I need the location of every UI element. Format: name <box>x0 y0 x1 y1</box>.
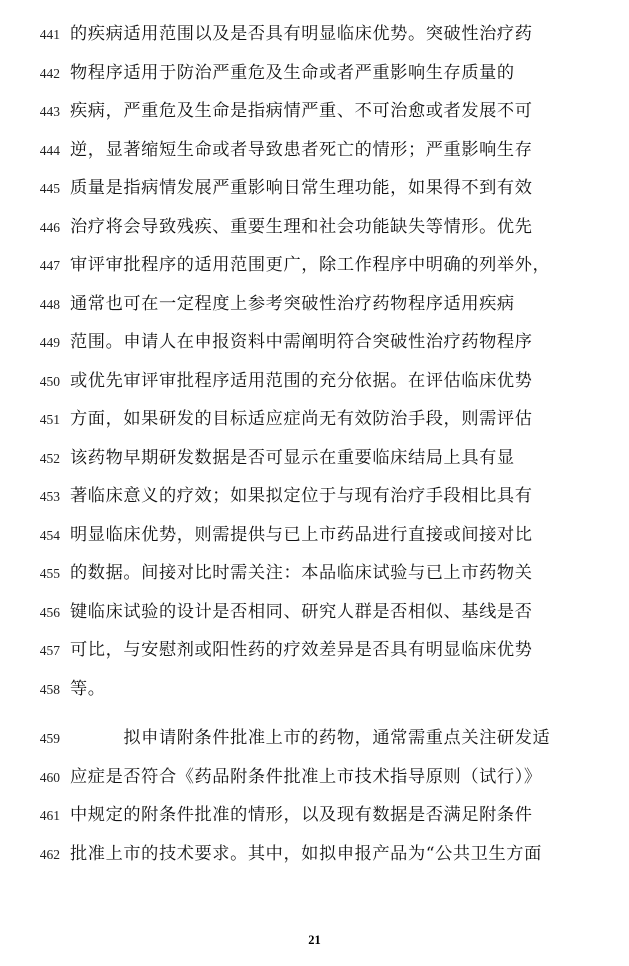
line-number: 454 <box>39 527 60 543</box>
document-text-body <box>26 18 595 871</box>
text-line <box>26 596 595 629</box>
line-number: 462 <box>39 846 60 862</box>
line-content: 该药物早期研发数据是否可显示在重要临床结局上具有显 <box>70 447 515 468</box>
text-line <box>26 480 595 513</box>
line-number: 452 <box>39 450 60 466</box>
line-content: 的数据。间接对比时需关注：本品临床试验与已上市药物关 <box>70 563 533 583</box>
text-line <box>26 838 595 871</box>
line-content: 批准上市的技术要求。其中，如拟申报产品为“公共卫生方面 <box>70 843 542 864</box>
line-number: 457 <box>39 643 60 658</box>
paragraph-spacer <box>26 711 595 722</box>
line-number: 459 <box>39 731 60 746</box>
line-content: 质量是指病情发展严重影响日常生理功能，如果得不到有效 <box>70 178 533 198</box>
line-number: 460 <box>39 769 60 785</box>
line-content: 治疗将会导致残疾、重要生理和社会功能缺失等情形。优先 <box>70 216 533 237</box>
line-number: 461 <box>39 808 60 823</box>
line-number: 445 <box>39 181 60 196</box>
line-content: 等。 <box>70 678 106 699</box>
line-number: 443 <box>39 104 60 119</box>
line-number: 447 <box>39 258 60 273</box>
line-content: 中规定的附条件批准的情形，以及现有数据是否满足附条件 <box>70 805 533 825</box>
line-content: 逆，显著缩短生命或者导致患者死亡的情形；严重影响生存 <box>70 139 533 160</box>
line-number: 451 <box>39 412 60 427</box>
line-content: 方面，如果研发的目标适应症尚无有效防治手段，则需评估 <box>70 409 533 429</box>
line-content: 应症是否符合《药品附条件批准上市技术指导原则（试行）》 <box>70 766 542 787</box>
text-line <box>26 134 595 167</box>
line-number: 448 <box>39 296 60 312</box>
text-line <box>26 95 595 128</box>
line-content: 的疾病适用范围以及是否具有明显临床优势。突破性治疗药 <box>70 24 533 44</box>
text-line <box>26 673 595 706</box>
line-content: 或优先审评审批程序适用范围的充分依据。在评估临床优势 <box>70 370 533 391</box>
line-number: 442 <box>39 65 60 81</box>
line-content: 可比，与安慰剂或阳性药的疗效差异是否具有明显临床优势 <box>70 640 533 660</box>
line-content: 疾病，严重危及生命是指病情严重、不可治愈或者发展不可 <box>70 101 533 121</box>
line-content: 审评审批程序的适用范围更广，除工作程序中明确的列举外， <box>70 255 551 275</box>
text-line <box>26 557 595 590</box>
text-line <box>26 18 595 51</box>
text-line <box>26 211 595 244</box>
line-number: 446 <box>39 219 60 235</box>
text-line <box>26 326 595 359</box>
text-line <box>26 722 595 755</box>
line-number: 444 <box>39 142 60 158</box>
line-number: 458 <box>39 681 60 697</box>
line-content: 物程序适用于防治严重危及生命或者严重影响生存质量的 <box>70 62 515 83</box>
text-line <box>26 634 595 667</box>
text-line <box>26 519 595 552</box>
text-line <box>26 761 595 794</box>
line-number: 441 <box>39 27 60 42</box>
line-number: 453 <box>39 489 60 504</box>
line-number: 450 <box>39 373 60 389</box>
line-content: 通常也可在一定程度上参考突破性治疗药物程序适用疾病 <box>70 293 515 314</box>
text-line <box>26 249 595 282</box>
line-content: 著临床意义的疗效；如果拟定位于与现有治疗手段相比具有 <box>70 486 533 506</box>
line-number: 456 <box>39 604 60 620</box>
page-number: 21 <box>308 933 321 947</box>
text-line <box>26 365 595 398</box>
text-line <box>26 172 595 205</box>
text-line <box>26 442 595 475</box>
text-line <box>26 403 595 436</box>
line-content: 拟申请附条件批准上市的药物，通常需重点关注研发适 <box>70 728 551 748</box>
line-content: 明显临床优势，则需提供与已上市药品进行直接或间接对比 <box>70 524 533 545</box>
line-content: 键临床试验的设计是否相同、研究人群是否相似、基线是否 <box>70 601 533 622</box>
text-line <box>26 57 595 90</box>
line-content: 范围。申请人在申报资料中需阐明符合突破性治疗药物程序 <box>70 332 533 352</box>
text-line <box>26 799 595 832</box>
text-line <box>26 288 595 321</box>
line-number: 449 <box>39 335 60 350</box>
line-number: 455 <box>39 566 60 581</box>
